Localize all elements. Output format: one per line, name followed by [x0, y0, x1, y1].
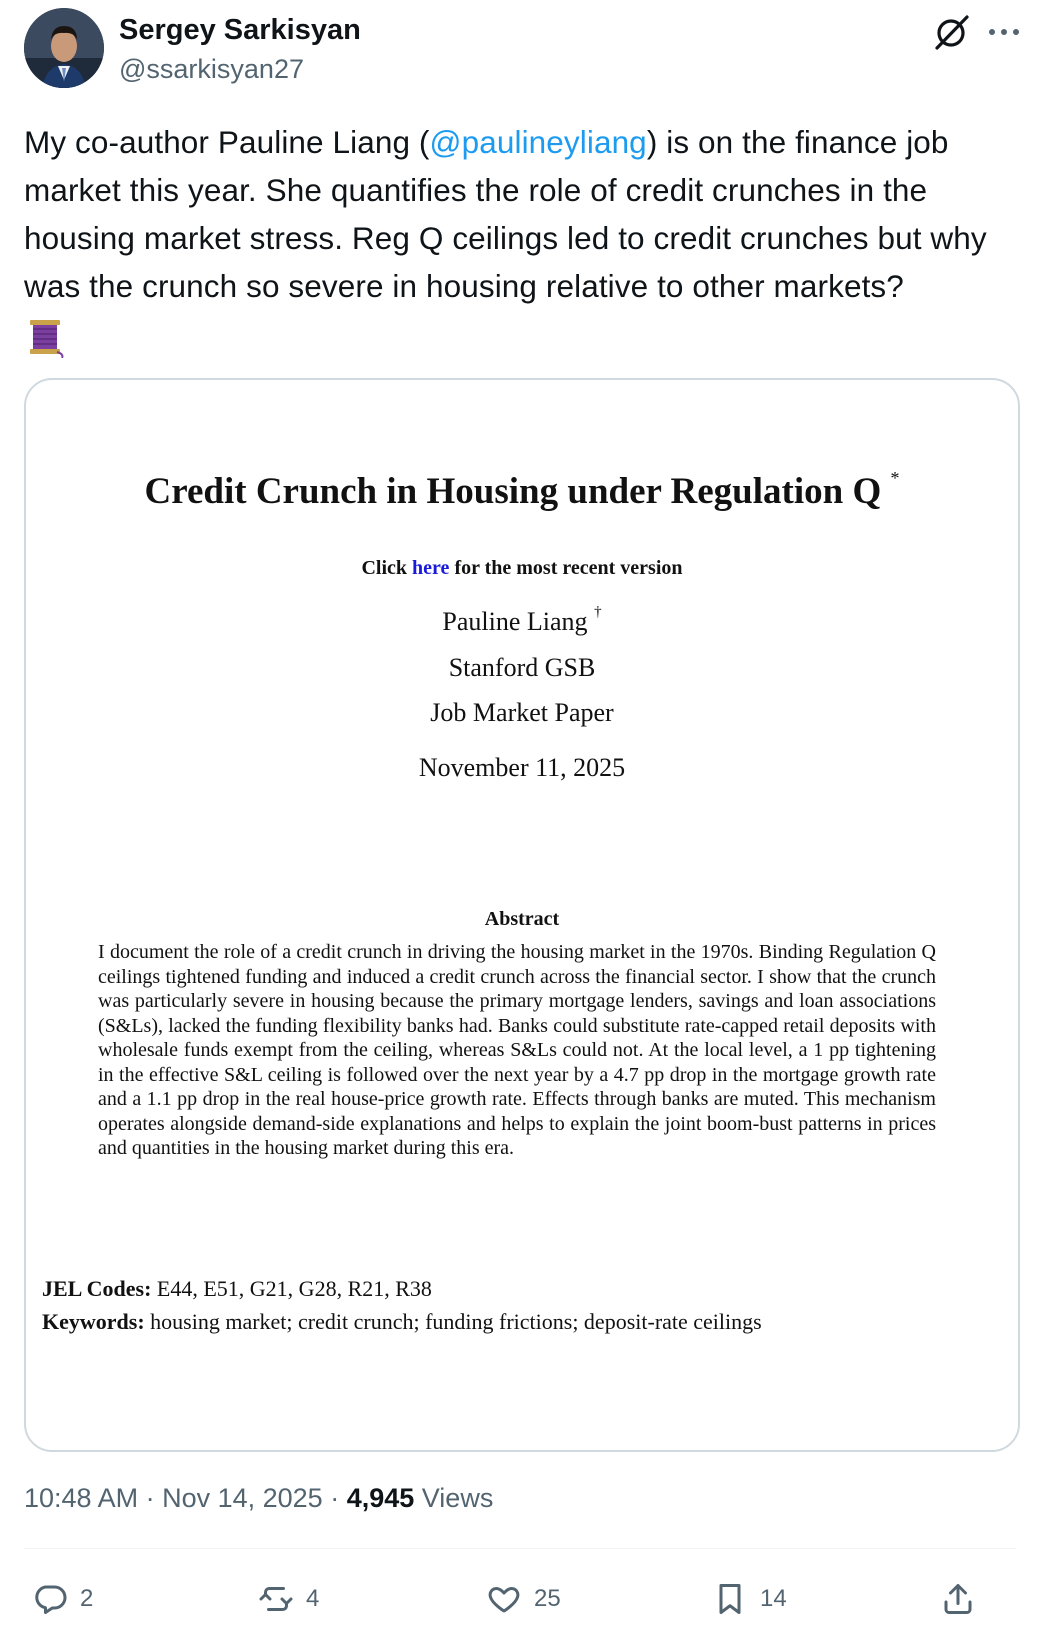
- more-icon[interactable]: [986, 20, 1022, 44]
- tweet-text-after: ) is on the finance job market this year. She quantifies the role of credit crunches in the housing market stress. Reg Q ceilings led to credit crunches but why was the crunch so severe in housing relative to other markets?: [24, 124, 987, 304]
- divider: [24, 1548, 1016, 1549]
- tweet-meta: 10:48 AM · Nov 14, 2025 · 4,945 Views: [24, 1483, 494, 1513]
- views-label: Views: [414, 1483, 494, 1513]
- paper-author: Pauline Liang †: [442, 604, 602, 636]
- tweet-date[interactable]: Nov 14, 2025: [162, 1483, 323, 1513]
- paper-affiliation: Stanford GSB: [448, 653, 596, 682]
- tweet-text: [24, 118, 1024, 358]
- views-count: 4,945: [346, 1483, 415, 1513]
- bookmark-count: 14: [760, 1585, 787, 1612]
- like-count: 25: [534, 1585, 561, 1612]
- keywords: Keywords: housing market; credit crunch; funding frictions; deposit-rate ceilings: [42, 1309, 762, 1334]
- abstract-heading: Abstract: [484, 908, 560, 930]
- thread-spool-icon: [24, 316, 66, 358]
- bookmark-icon: [712, 1581, 748, 1617]
- paper-image-card[interactable]: [24, 378, 1020, 1452]
- mention-link[interactable]: @paulineyliang: [429, 124, 647, 160]
- heart-icon: [486, 1581, 522, 1617]
- paper-version-note: Click here for the most recent version: [361, 557, 683, 579]
- like-button[interactable]: [486, 1578, 561, 1620]
- grok-icon[interactable]: [932, 12, 972, 52]
- reply-icon: [32, 1581, 68, 1617]
- reply-count: 2: [80, 1585, 94, 1612]
- share-icon: [940, 1581, 976, 1617]
- paper-date: November 11, 2025: [418, 753, 626, 782]
- bookmark-button[interactable]: [712, 1578, 787, 1620]
- repost-count: 4: [306, 1585, 320, 1612]
- paper-type: Job Market Paper: [430, 698, 614, 727]
- paper-here-link: here: [412, 557, 450, 579]
- tweet-text-before: My co-author Pauline Liang (: [24, 124, 430, 160]
- author-name[interactable]: Sergey Sarkisyan: [119, 14, 361, 46]
- abstract-text: I document the role of a credit crunch in driving the housing market in the 1970s. Binding Regulation Q ceilings tightened funding and induced a credit crunch across the financial sector. I show that the crunch was particularly severe in housing because the primary mortgage lenders, savings and loan associations (S&Ls), lacked the funding flexibility banks had. Banks could substitute rate-capped retail deposits with wholesale funds exempt from the ceiling, whereas S&Ls could not. At the local level, a 1 pp tightening in the effective S&L ceiling is followed over the next year by a 4.7 pp drop in the mortgage growth rate and a 1.1 pp drop in the real house-price growth rate. Effects through banks are muted. This mechanism operates alongside demand-side explanations and helps to explain the joint boom-bust patterns in prices and quantities in the housing market during this era.: [98, 941, 936, 1159]
- jel-codes: JEL Codes: E44, E51, G21, G28, R21, R38: [42, 1276, 432, 1301]
- tweet-time[interactable]: 10:48 AM: [24, 1483, 139, 1513]
- author-handle[interactable]: @ssarkisyan27: [119, 54, 304, 84]
- reply-button[interactable]: [32, 1578, 93, 1620]
- repost-button[interactable]: [258, 1578, 319, 1620]
- paper-title: Credit Crunch in Housing under Regulation Q *: [144, 467, 900, 512]
- share-button[interactable]: [940, 1578, 976, 1620]
- repost-icon: [258, 1581, 294, 1617]
- avatar[interactable]: [24, 8, 104, 88]
